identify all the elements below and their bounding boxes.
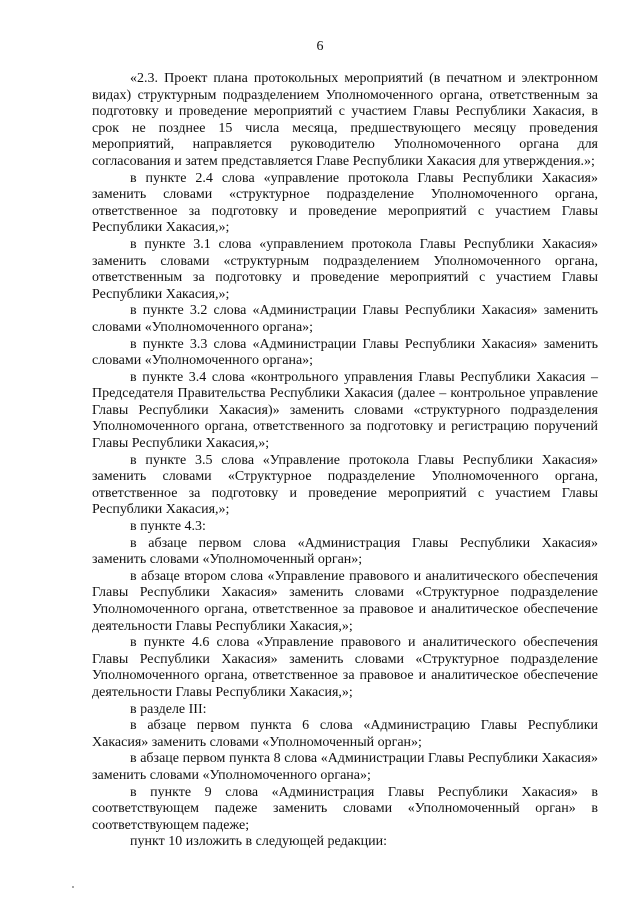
paragraph-item-3-3: в пункте 3.3 слова «Администрации Главы Республики Хакасия» заменить словами «Уполномоченного органа»; <box>92 336 598 369</box>
paragraph-4-3-second-abzac: в абзаце втором слова «Управление правового и аналитического обеспечения Главы Республики Хакасия» заменить словами «Структурное подразделение Уполномоченного органа, ответственное за правовое и аналитическое обеспечение деятельности Главы Республики Хакасия,»; <box>92 568 598 634</box>
paragraph-item-10: пункт 10 изложить в следующей редакции: <box>130 834 387 850</box>
paragraph-item-3-5: в пункте 3.5 слова «Управление протокола Главы Республики Хакасия» заменить словами «Структурное подразделение Уполномоченного органа, ответственное за подготовку и проведение мероприятий с участием Главы Республики Хакасия,»; <box>92 452 598 518</box>
paragraph-item-4-3: в пункте 4.3: <box>130 519 206 535</box>
paragraph-section-3: в разделе III: <box>130 701 207 717</box>
document-body <box>92 71 598 851</box>
scan-speck <box>72 886 74 888</box>
paragraph-item-4-6: в пункте 4.6 слова «Управление правового и аналитического обеспечения Главы Республики Хакасия» заменить словами «Структурное подразделение Уполномоченного органа, ответственное за правовое и аналитическое обеспечение деятельности Главы Республики Хакасия,»; <box>92 635 598 700</box>
paragraph-2-3-quote: «2.3. Проект плана протокольных мероприятий (в печатном и электронном видах) структурным подразделением Уполномоченного органа, ответственным за подготовку и проведение мероприятий с участием Главы Республики Хакасия, в срок не позднее 15 числа месяца, предшествующего месяцу проведения мероприятий, направляется руководителю Уполномоченного органа для согласования и затем представляется Главе Республики Хакасия для утверждения.»; <box>92 71 598 169</box>
paragraph-item-6: в абзаце первом пункта 6 слова «Администрацию Главы Республики Хакасия» заменить словами «Уполномоченный орган»; <box>92 718 598 750</box>
paragraph-item-3-4: в пункте 3.4 слова «контрольного управления Главы Республики Хакасия – Председателя Правительства Республики Хакасия (далее – контрольное управление Главы Республики Хакасия)» заменить словами «структурного подразделения Уполномоченного органа, ответственного за подготовку и регистрацию поручений Главы Республики Хакасия,»; <box>92 369 598 452</box>
page-number: 6 <box>316 39 324 54</box>
paragraph-item-3-2: в пункте 3.2 слова «Администрации Главы Республики Хакасия» заменить словами «Уполномоченного органа»; <box>92 303 598 335</box>
paragraph-item-2-4: в пункте 2.4 слова «управление протокола Главы Республики Хакасия» заменить словами «структурное подразделение Уполномоченного органа, ответственное за подготовку и проведение мероприятий с участием Главы Республики Хакасия,»; <box>92 170 598 236</box>
paragraph-item-8: в абзаце первом пункта 8 слова «Администрации Главы Республики Хакасия» заменить словами «Уполномоченного органа»; <box>92 751 598 783</box>
paragraph-4-3-first-abzac: в абзаце первом слова «Администрация Главы Республики Хакасия» заменить словами «Уполномоченный орган»; <box>92 535 598 568</box>
paragraph-item-3-1: в пункте 3.1 слова «управлением протокола Главы Республики Хакасия» заменить словами «структурным подразделением Уполномоченного органа, ответственным за подготовку и проведение мероприятий с участием Главы Республики Хакасия,»; <box>92 236 598 302</box>
paragraph-item-9: в пункте 9 слова «Администрация Главы Республики Хакасия» в соответствующем падеже заменить словами «Уполномоченный орган» в соответствующем падеже; <box>92 784 598 833</box>
